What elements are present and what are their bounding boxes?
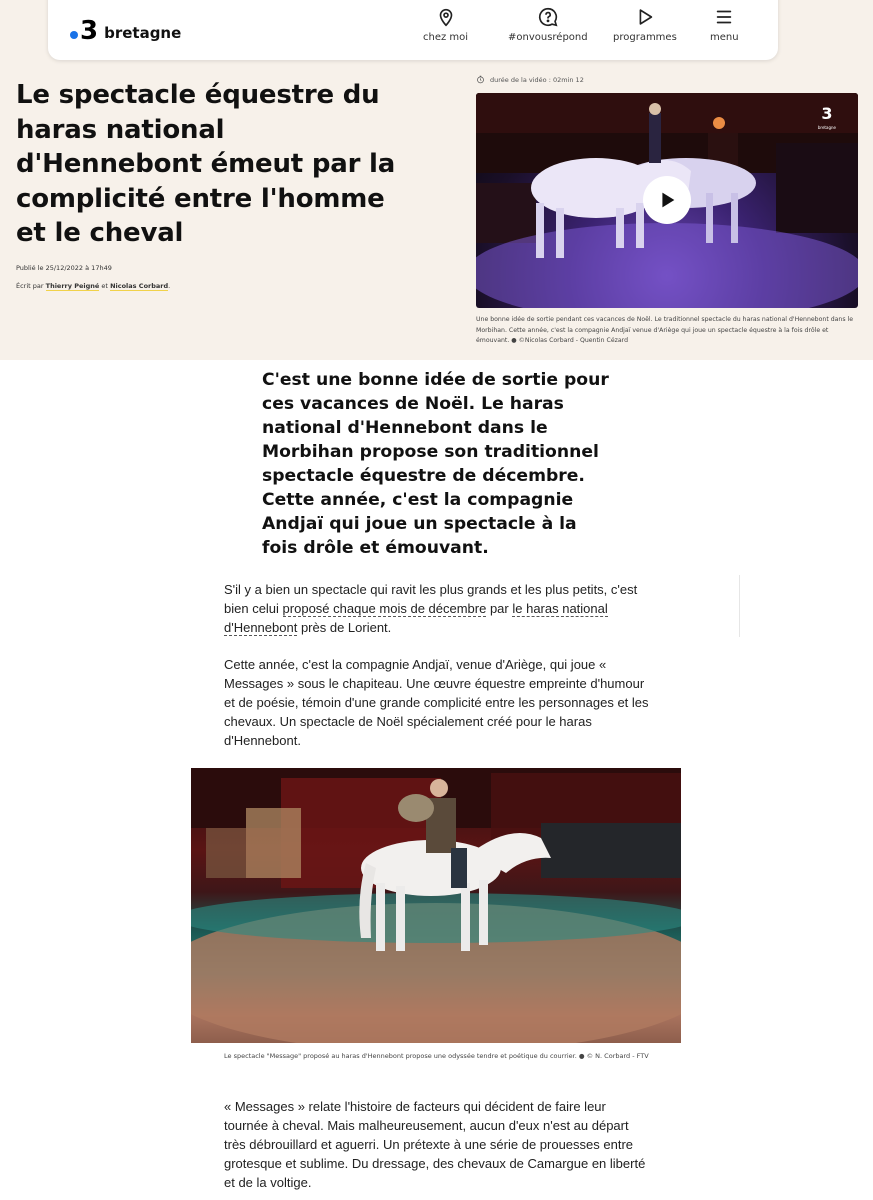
- article-lead: C'est une bonne idée de sortie pour ces vacances de Noël. Le haras national d'Hennebont dans le Morbihan propose son traditionnel spectacle équestre de décembre. Cette année, c'est la compagnie Andjaï qui joue un spectacle à la fois drôle et émouvant.: [262, 370, 609, 558]
- author-link-2[interactable]: Nicolas Corbard: [110, 282, 169, 290]
- question-bubble-icon: [537, 6, 559, 28]
- paragraph-1: S'il y a bien un spectacle qui ravit les plus grands et les plus petits, c'est bien celui proposé chaque mois de décembre par le haras national d'Hennebont près de Lorient.: [224, 582, 638, 635]
- article-title: Le spectacle équestre du haras national d'Hennebont émeut par la complicité entre l'homme et le cheval: [16, 80, 396, 248]
- nav-menu[interactable]: [710, 6, 739, 43]
- paragraph-3: « Messages » relate l'histoire de facteurs qui décident de faire leur tournée à cheval. Mais malheureusement, aucun d'eux n'est au départ très débrouillard et aguerri. Un prétexte à une série de prouesses entre grotesque et sublime. Du dressage, des chevaux de Camargue en liberté et de la voltige.: [224, 1099, 646, 1190]
- logo-text: bretagne: [104, 23, 182, 42]
- video-duration: [476, 75, 584, 84]
- photo-scene: [191, 768, 681, 1043]
- logo-dot: [70, 31, 78, 39]
- video-caption: Une bonne idée de sortie pendant ces vacances de Noël. Le traditionnel spectacle du haras national d'Hennebont dans le Morbihan. Cette année, c'est la compagnie Andjaï venue d'Ariège qui joue un spectacle équestre à la fois drôle et émouvant. ● ©Nicolas Corbard - Quentin Cézard: [476, 316, 854, 344]
- video-duration-text: durée de la vidéo : 02min 12: [490, 75, 584, 84]
- written-by-prefix: Écrit par: [16, 282, 44, 290]
- nav-label-menu: menu: [710, 32, 739, 43]
- video-player[interactable]: [476, 93, 858, 308]
- logo-number: 3: [80, 16, 99, 46]
- nav-label-programmes: programmes: [613, 32, 677, 43]
- author-link-1[interactable]: Thierry Peigné: [45, 282, 100, 290]
- location-pin-icon: [435, 6, 457, 28]
- clock-icon: [476, 75, 485, 84]
- nav-onvousrepond[interactable]: [508, 6, 588, 43]
- nav-label-chez-moi: chez moi: [423, 32, 469, 43]
- hamburger-menu-icon: [713, 6, 735, 28]
- article-photo: [191, 768, 681, 1043]
- author-separator: et: [101, 282, 108, 290]
- france3-bretagne-logo[interactable]: [70, 16, 181, 46]
- link-proposed-december[interactable]: proposé chaque mois de décembre: [282, 601, 487, 616]
- play-button[interactable]: [643, 176, 691, 224]
- nav-programmes[interactable]: [613, 6, 677, 43]
- nav-chez-moi[interactable]: [423, 6, 468, 43]
- top-navigation-bar: [48, 0, 778, 60]
- play-icon: [656, 189, 678, 211]
- paragraph-2: Cette année, c'est la compagnie Andjaï, venue d'Ariège, qui joue « Messages » sous le chapiteau. Une œuvre équestre empreinte d'humour et de poésie, témoin d'une grande complicité entre les personnages et les chevaux. Un spectacle de Noël spécialement créé pour le haras d'Hennebont.: [224, 657, 649, 748]
- published-date: Publié le 25/12/2022 à 17h49: [16, 264, 112, 272]
- nav-label-onvousrepond: #onvousrépond: [508, 32, 588, 43]
- author-line: [16, 282, 170, 290]
- divider: [739, 575, 740, 637]
- photo-caption: Le spectacle "Message" proposé au haras d'Hennebont propose une odyssée tendre et poétique du courrier. ● © N. Corbard - FTV: [224, 1052, 649, 1060]
- author-end: .: [168, 282, 171, 290]
- video-channel-logo: 3 bretagne: [817, 104, 836, 130]
- play-outline-icon: [634, 6, 656, 28]
- link-haras-hennebont[interactable]: le haras national d'Hennebont: [224, 601, 608, 635]
